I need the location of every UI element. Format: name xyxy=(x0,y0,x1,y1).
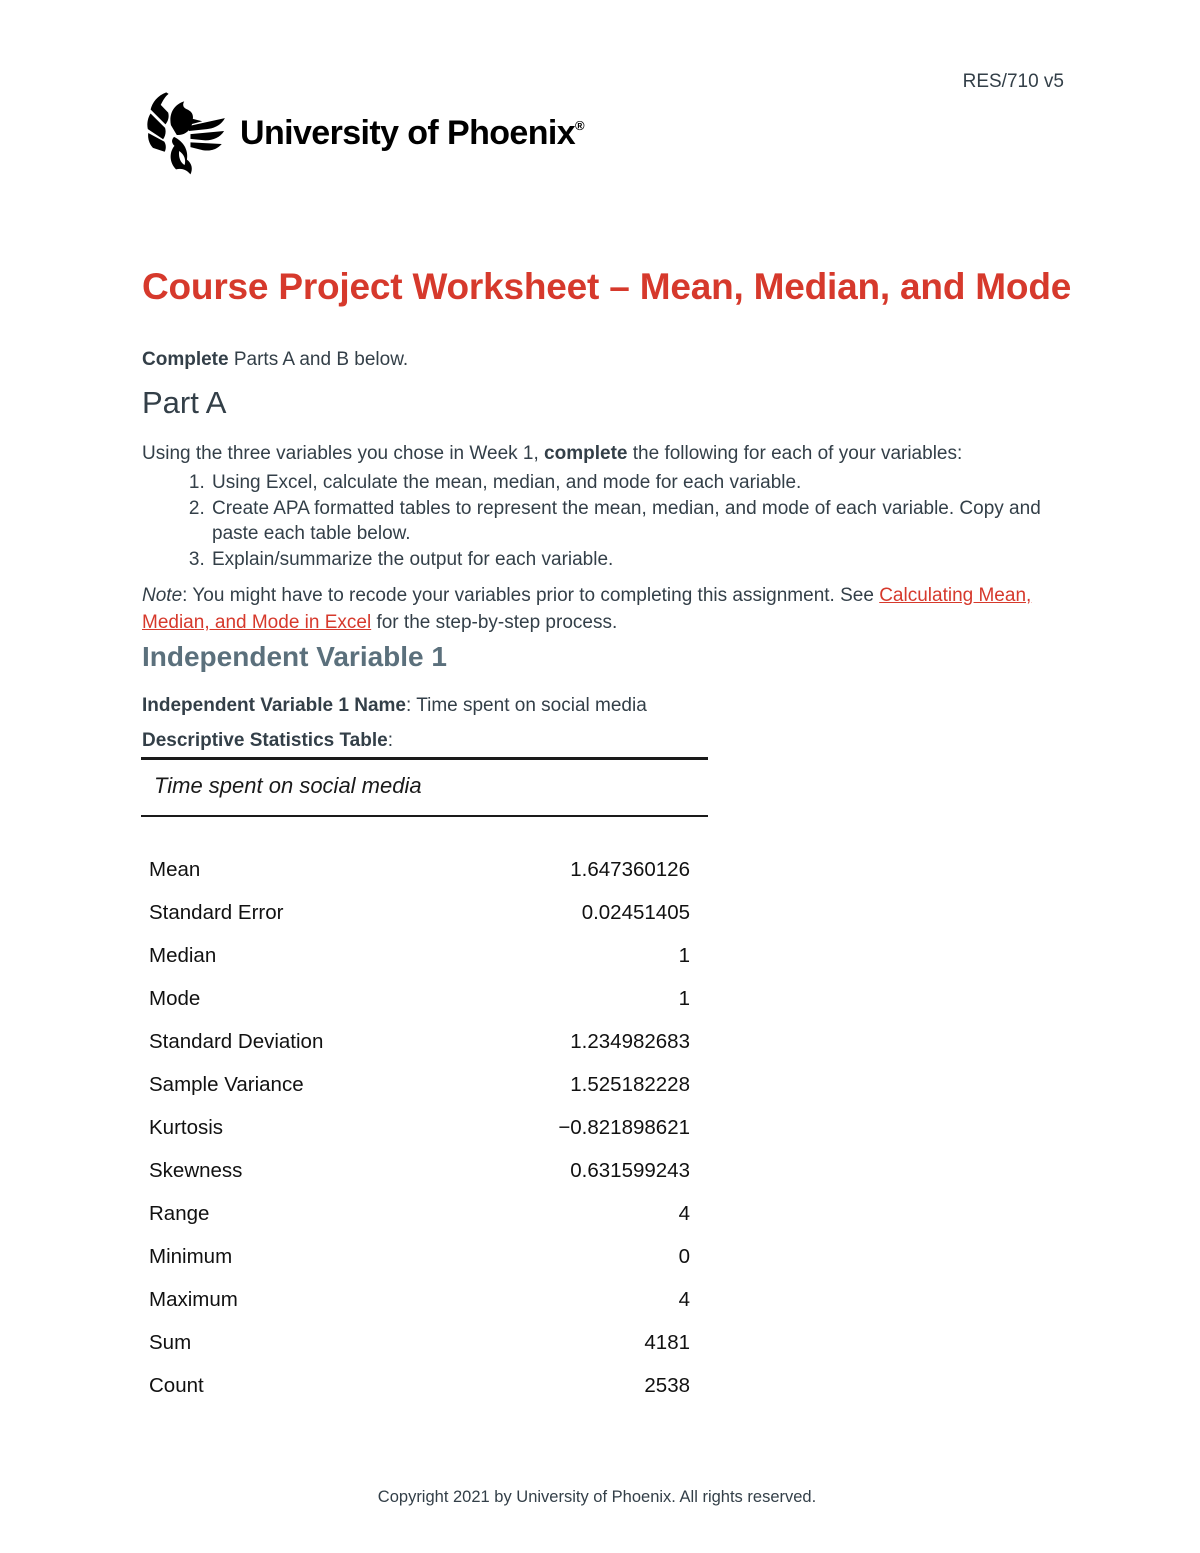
intro-rest: Parts A and B below. xyxy=(228,349,409,370)
independent-variable-1-heading: Independent Variable 1 xyxy=(142,641,447,672)
stat-label: Mode xyxy=(149,987,201,1010)
stat-label: Range xyxy=(149,1202,210,1225)
lead-bold-word: complete xyxy=(544,443,628,464)
stat-value: 1.234982683 xyxy=(570,1030,690,1053)
university-logo xyxy=(142,86,584,180)
stat-label: Standard Deviation xyxy=(149,1030,324,1053)
stat-label: Minimum xyxy=(149,1245,233,1268)
table-row xyxy=(141,1149,708,1192)
table-row xyxy=(141,1063,708,1106)
stat-value: 0.631599243 xyxy=(570,1159,690,1182)
excel-guide-link[interactable]: Calculating Mean, Median, and Mode in Excel xyxy=(142,585,1032,633)
list-item: 3. Explain/summarize the output for each variable. xyxy=(210,547,1047,572)
table-row xyxy=(141,977,708,1020)
stat-value: 1 xyxy=(678,987,690,1010)
variable-name-value: : Time spent on social media xyxy=(405,695,647,716)
intro-bold-word: Complete xyxy=(142,349,229,370)
table-title: Time spent on social media xyxy=(141,757,708,817)
list-item: 2. Create APA formatted tables to represent the mean, median, and mode of each variable. Copy and paste each table below. xyxy=(210,496,1047,546)
stat-value: 1 xyxy=(678,944,690,967)
stat-label: Kurtosis xyxy=(149,1116,224,1139)
stat-value: 0 xyxy=(678,1245,690,1268)
registered-mark: ® xyxy=(575,117,585,133)
page-title: Course Project Worksheet – Mean, Median, and Mode xyxy=(142,265,1072,307)
table-row xyxy=(141,1020,708,1063)
note-label: Note xyxy=(142,585,183,606)
note-paragraph xyxy=(142,582,1072,636)
part-a-lead xyxy=(142,441,1067,467)
stat-label: Count xyxy=(149,1374,204,1397)
stat-label: Maximum xyxy=(149,1288,238,1311)
table-label-line xyxy=(142,730,393,752)
stat-value: 1.647360126 xyxy=(570,858,690,881)
table-row xyxy=(141,891,708,934)
table-row xyxy=(141,1321,708,1364)
stat-label: Standard Error xyxy=(149,901,284,924)
stat-label: Skewness xyxy=(149,1159,243,1182)
logo-wordmark: University of Phoenix® xyxy=(240,113,585,152)
stat-label: Sum xyxy=(149,1331,192,1354)
stat-value: 2538 xyxy=(644,1374,690,1397)
stat-value: 4181 xyxy=(644,1331,690,1354)
stat-value: 1.525182228 xyxy=(570,1073,690,1096)
descriptive-statistics-table xyxy=(141,757,708,1407)
note-pre: : You might have to recode your variables prior to completing this assignment. See xyxy=(182,585,880,606)
table-row xyxy=(141,848,708,891)
stats-rows xyxy=(141,817,708,1407)
intro-line xyxy=(142,349,408,371)
stat-value: 0.02451405 xyxy=(581,901,690,924)
variable-name-label: Independent Variable 1 Name xyxy=(142,695,406,716)
part-a-heading: Part A xyxy=(142,385,227,420)
note-post: for the step-by-step process. xyxy=(371,612,618,633)
instruction-list xyxy=(142,470,1047,573)
table-row xyxy=(141,1278,708,1321)
stat-value: −0.821898621 xyxy=(558,1116,690,1139)
table-label: Descriptive Statistics Table xyxy=(142,730,388,751)
phoenix-icon xyxy=(142,86,228,180)
stat-label: Sample Variance xyxy=(149,1073,304,1096)
copyright-footer: Copyright 2021 by University of Phoenix. All rights reserved. xyxy=(377,1488,817,1506)
stat-value: 4 xyxy=(678,1202,690,1225)
lead-post: the following for each of your variables: xyxy=(627,443,963,464)
variable-name-line xyxy=(142,695,647,717)
list-item: 1. Using Excel, calculate the mean, median, and mode for each variable. xyxy=(210,470,1047,495)
table-row xyxy=(141,934,708,977)
stat-label: Mean xyxy=(149,858,201,881)
lead-pre: Using the three variables you chose in Week 1, xyxy=(142,443,545,464)
table-row xyxy=(141,1364,708,1407)
stat-value: 4 xyxy=(678,1288,690,1311)
table-row xyxy=(141,1235,708,1278)
table-label-colon: : xyxy=(387,730,393,751)
doc-code: RES/710 v5 xyxy=(962,71,1064,92)
stat-label: Median xyxy=(149,944,217,967)
table-row xyxy=(141,1192,708,1235)
table-row xyxy=(141,1106,708,1149)
